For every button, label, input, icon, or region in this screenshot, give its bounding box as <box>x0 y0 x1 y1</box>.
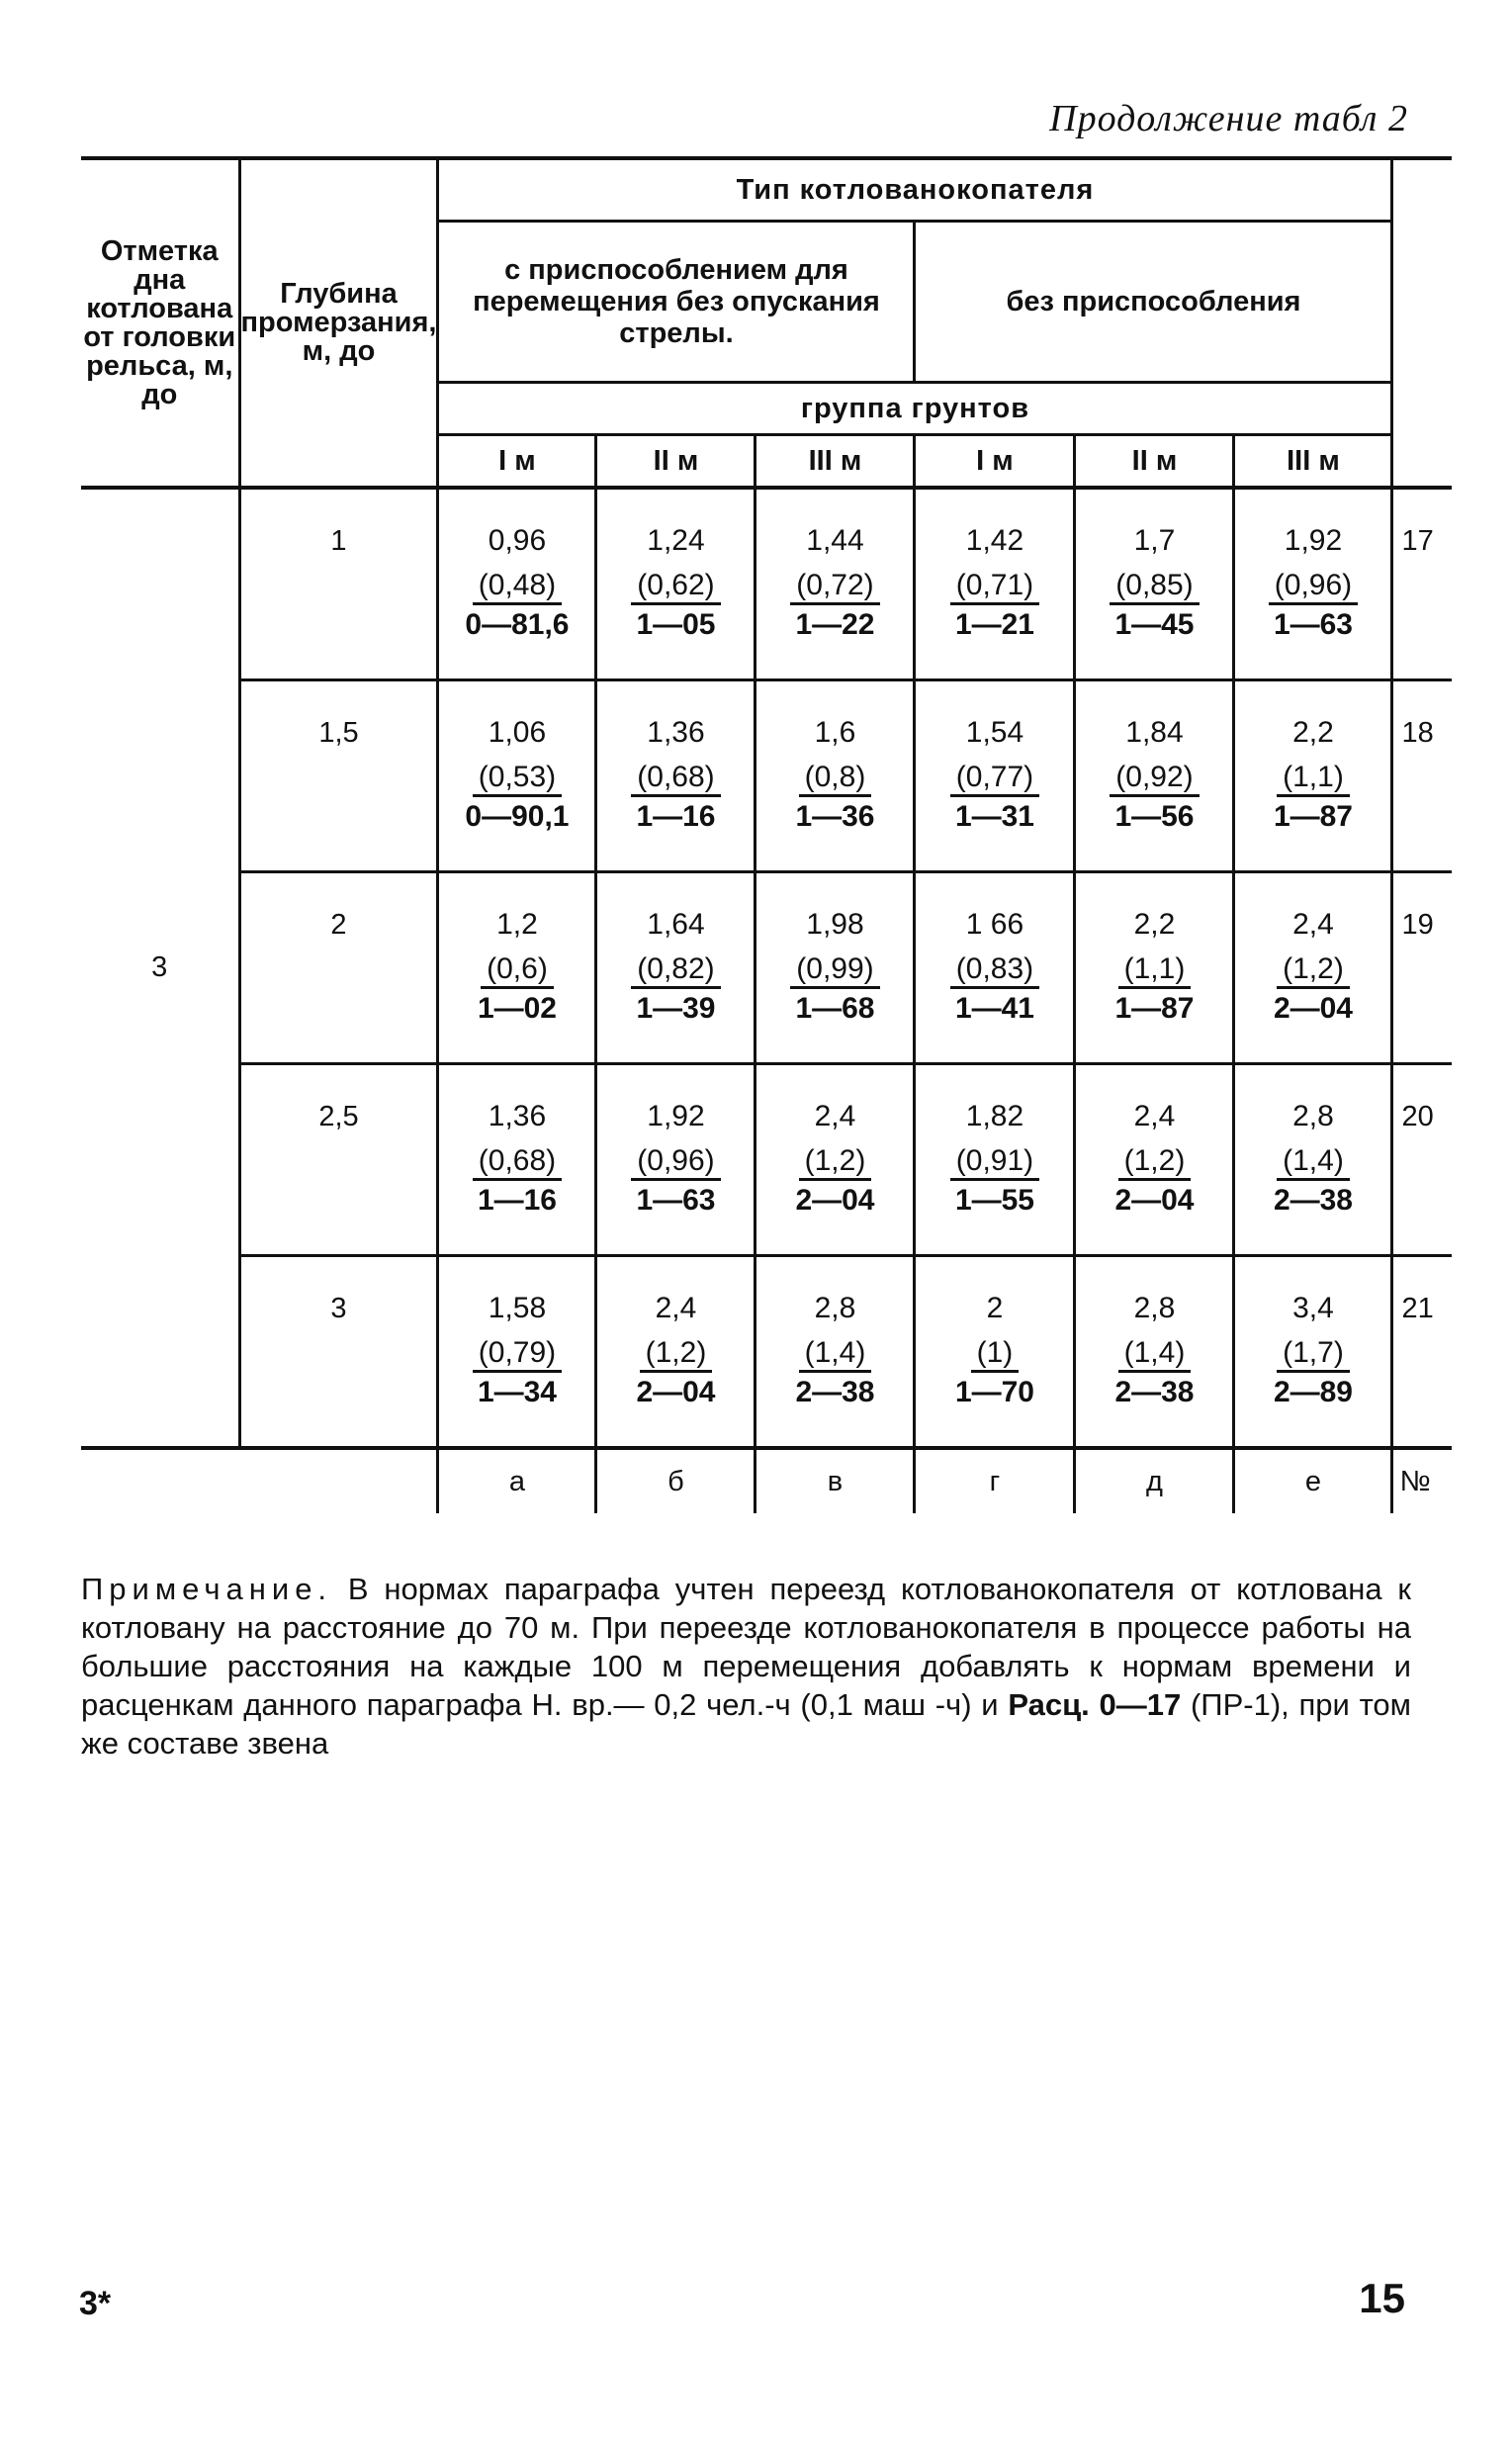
header-blank <box>1392 158 1452 488</box>
row-number: 21 <box>1392 1256 1452 1449</box>
row-number: 18 <box>1392 680 1452 872</box>
table-note <box>81 1570 1411 1763</box>
footer-row <box>81 1448 1452 1513</box>
column-letter: в <box>756 1448 915 1513</box>
note-rate: Расц. 0—17 <box>1008 1687 1182 1722</box>
norm-cell: 1,92 (0,96) 1—63 <box>1234 488 1392 680</box>
row-number: 17 <box>1392 488 1452 680</box>
norm-cell: 2,2 (1,1) 1—87 <box>1234 680 1392 872</box>
column-letter: д <box>1075 1448 1234 1513</box>
column-letter: е <box>1234 1448 1392 1513</box>
column-header: II м <box>1075 435 1234 489</box>
header-soil-group: группа грунтов <box>438 383 1392 435</box>
norm-cell: 2 (1) 1—70 <box>915 1256 1075 1449</box>
depth-value: 1,5 <box>239 680 438 872</box>
norm-cell: 2,8 (1,4) 2—38 <box>756 1256 915 1449</box>
norm-cell: 1,64 (0,82) 1—39 <box>596 872 756 1064</box>
header-depth: Глубина промерзания, м, до <box>239 158 438 488</box>
norm-cell: 1,58 (0,79) 1—34 <box>438 1256 596 1449</box>
number-label: № <box>1399 1465 1431 1497</box>
norm-cell: 2,4 (1,2) 2—04 <box>1075 1064 1234 1256</box>
norm-cell: 1,44 (0,72) 1—22 <box>756 488 915 680</box>
table-row <box>81 680 1452 872</box>
depth-value: 1 <box>239 488 438 680</box>
column-header: III м <box>1234 435 1392 489</box>
header-type: Тип котлованокопателя <box>438 158 1392 222</box>
row-number: 19 <box>1392 872 1452 1064</box>
column-header: II м <box>596 435 756 489</box>
norm-cell: 1,06 (0,53) 0—90,1 <box>438 680 596 872</box>
column-letter: а <box>438 1448 596 1513</box>
column-header: I м <box>438 435 596 489</box>
table-caption: Продолжение табл 2 <box>1049 98 1408 139</box>
norm-cell: 2,4 (1,2) 2—04 <box>596 1256 756 1449</box>
depth-value: 3 <box>239 1256 438 1449</box>
header-without-device: без приспособления <box>915 222 1392 383</box>
norm-cell: 0,96 (0,48) 0—81,6 <box>438 488 596 680</box>
norm-cell: 1,98 (0,99) 1—68 <box>756 872 915 1064</box>
norm-cell: 1,36 (0,68) 1—16 <box>596 680 756 872</box>
table-row <box>81 1064 1452 1256</box>
norm-cell: 2,4 (1,2) 2—04 <box>756 1064 915 1256</box>
norm-cell: 2,8 (1,4) 2—38 <box>1075 1256 1234 1449</box>
norm-cell: 1,2 (0,6) 1—02 <box>438 872 596 1064</box>
table-row <box>81 488 1452 680</box>
note-text-end: (ПР-1), при том же составе звена <box>81 1687 1411 1761</box>
norm-cell: 1,36 (0,68) 1—16 <box>438 1064 596 1256</box>
header-with-device: с приспособлением для перемещения без опускания стрелы. <box>438 222 915 383</box>
column-letter: г <box>915 1448 1075 1513</box>
note-text: В нормах параграфа учтен переезд котлованокопателя от котлована к котловану на расстояние до 70 м. При переезде котлованокопателя в процессе работы на большие расстояния на каждые 100 м перемещения добавлять к нормам времени и расценкам данного параграфа Н. вр.— 0,2 чел.-ч (0,1 маш -ч) и <box>81 1572 1411 1722</box>
norm-cell: 1,6 (0,8) 1—36 <box>756 680 915 872</box>
norm-cell: 2,4 (1,2) 2—04 <box>1234 872 1392 1064</box>
norm-cell: 2,8 (1,4) 2—38 <box>1234 1064 1392 1256</box>
norm-cell: 2,2 (1,1) 1—87 <box>1075 872 1234 1064</box>
header-mark: Отметка дна котлована от головки рельса, м, до <box>81 158 239 488</box>
norm-cell: 1,24 (0,62) 1—05 <box>596 488 756 680</box>
page-number: 15 <box>1359 2275 1405 2321</box>
column-header: I м <box>915 435 1075 489</box>
norm-cell: 1,54 (0,77) 1—31 <box>915 680 1075 872</box>
depth-value: 2,5 <box>239 1064 438 1256</box>
norm-cell: 3,4 (1,7) 2—89 <box>1234 1256 1392 1449</box>
norm-cell: 1,84 (0,92) 1—56 <box>1075 680 1234 872</box>
norm-cell: 1 66 (0,83) 1—41 <box>915 872 1075 1064</box>
row-number: 20 <box>1392 1064 1452 1256</box>
norms-table <box>81 156 1452 1513</box>
signature-mark: 3* <box>79 2285 112 2322</box>
column-header: III м <box>756 435 915 489</box>
norm-cell: 1,82 (0,91) 1—55 <box>915 1064 1075 1256</box>
depth-value: 2 <box>239 872 438 1064</box>
norm-cell: 1,7 (0,85) 1—45 <box>1075 488 1234 680</box>
table-row <box>81 1256 1452 1449</box>
mark-value: 3 <box>81 488 239 1448</box>
column-letter: б <box>596 1448 756 1513</box>
table-row <box>81 872 1452 1064</box>
norm-cell: 1,42 (0,71) 1—21 <box>915 488 1075 680</box>
note-lead: Примечание. <box>81 1572 333 1606</box>
norm-cell: 1,92 (0,96) 1—63 <box>596 1064 756 1256</box>
